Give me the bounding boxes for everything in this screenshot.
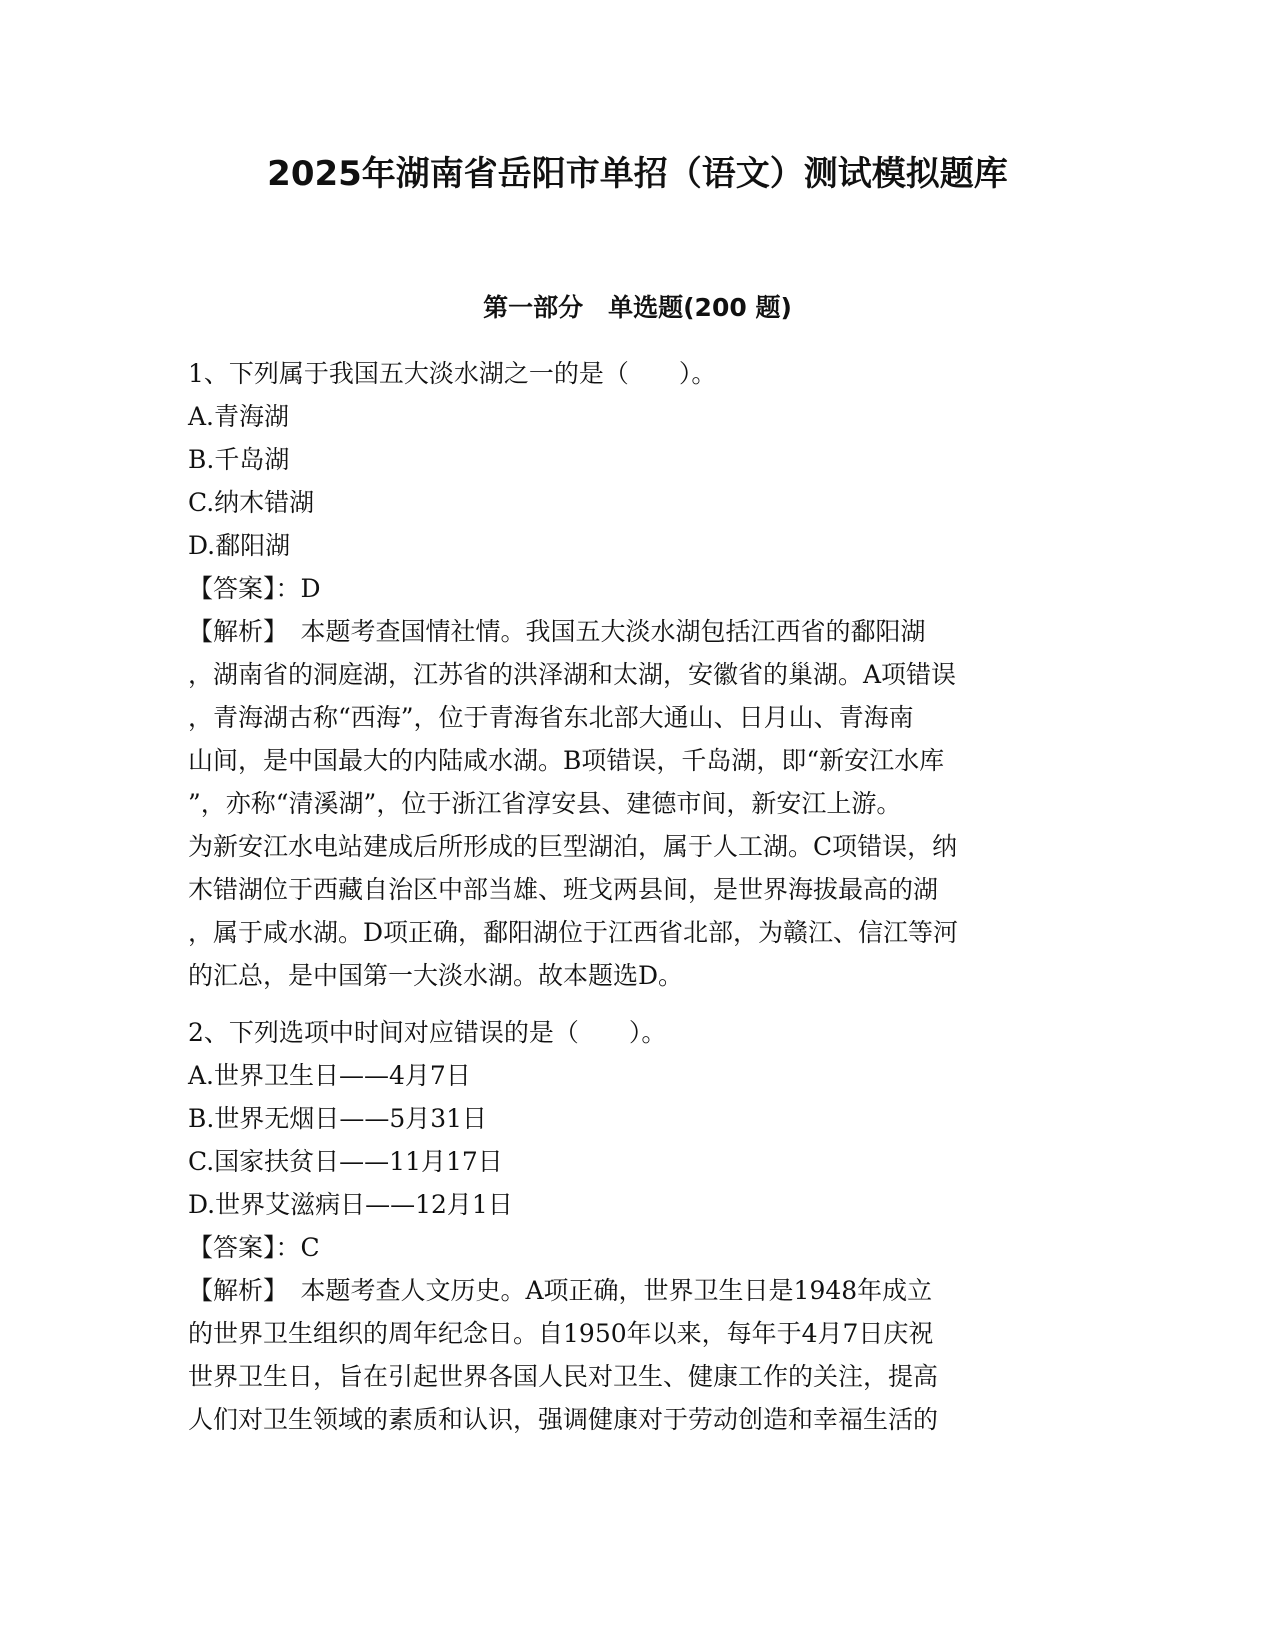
- document-title: 2025年湖南省岳阳市单招（语文）测试模拟题库: [267, 154, 1008, 194]
- section-heading: 第一部分 单选题(200 题): [483, 293, 792, 322]
- question-stem: 1、下列属于我国五大淡水湖之一的是（ ）。: [188, 359, 717, 388]
- question-stem: 2、下列选项中时间对应错误的是（ ）。: [188, 1018, 667, 1047]
- analysis-line: ”，亦称“清溪湖”，位于浙江省淳安县、建德市间，新安江上游。: [188, 789, 902, 818]
- option-c: C.纳木错湖: [188, 488, 315, 517]
- option-d: D.鄱阳湖: [188, 531, 291, 560]
- analysis-line: 【解析】 本题考查国情社情。我国五大淡水湖包括江西省的鄱阳湖: [188, 617, 926, 646]
- option-a: A.青海湖: [188, 402, 290, 431]
- question-2: [188, 1011, 1088, 1441]
- option-a: A.世界卫生日——4月7日: [188, 1061, 471, 1090]
- analysis-line: ，湖南省的洞庭湖，江苏省的洪泽湖和太湖，安徽省的巢湖。A项错误: [188, 660, 957, 689]
- analysis-line: ，属于咸水湖。D项正确，鄱阳湖位于江西省北部，为赣江、信江等河: [188, 918, 959, 947]
- analysis-line: 世界卫生日，旨在引起世界各国人民对卫生、健康工作的关注，提高: [188, 1362, 939, 1391]
- question-list: [188, 352, 1088, 1441]
- question-spacer: [188, 997, 1088, 1011]
- analysis-line: 人们对卫生领域的素质和认识，强调健康对于劳动创造和幸福生活的: [188, 1405, 939, 1434]
- analysis-line: 的世界卫生组织的周年纪念日。自1950年以来，每年于4月7日庆祝: [188, 1319, 934, 1348]
- option-b: B.世界无烟日——5月31日: [188, 1104, 488, 1133]
- analysis-line: ，青海湖古称“西海”，位于青海省东北部大通山、日月山、青海南: [188, 703, 914, 732]
- analysis-line: 为新安江水电站建成后所形成的巨型湖泊，属于人工湖。C项错误，纳: [188, 832, 958, 861]
- analysis-line: 的汇总，是中国第一大淡水湖。故本题选D。: [188, 961, 684, 990]
- option-c: C.国家扶贫日——11月17日: [188, 1147, 503, 1176]
- analysis-line: 木错湖位于西藏自治区中部当雄、班戈两县间，是世界海拔最高的湖: [188, 875, 939, 904]
- option-b: B.千岛湖: [188, 445, 290, 474]
- question-1: [188, 352, 1088, 997]
- analysis-line: 山间，是中国最大的内陆咸水湖。B项错误，千岛湖，即“新安江水库: [188, 746, 945, 775]
- answer: 【答案】：C: [188, 1233, 320, 1262]
- analysis-line: 【解析】 本题考查人文历史。A项正确，世界卫生日是1948年成立: [188, 1276, 933, 1305]
- option-d: D.世界艾滋病日——12月1日: [188, 1190, 513, 1219]
- answer: 【答案】：D: [188, 574, 321, 603]
